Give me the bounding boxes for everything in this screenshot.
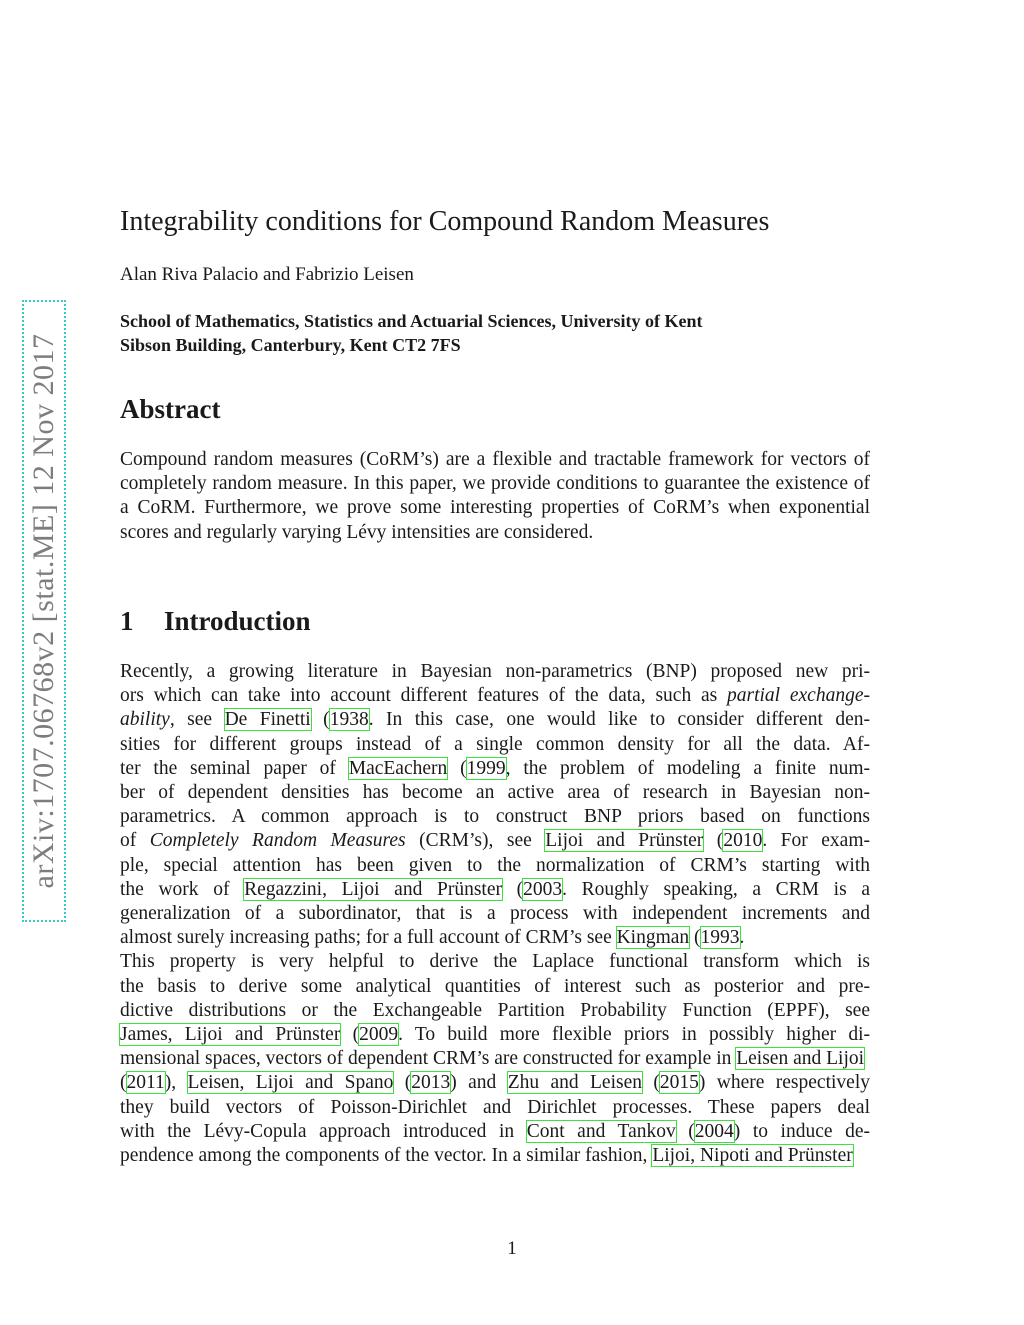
text-run: Recently, a growing literature in Bayesian non-parametrics (BNP) proposed new pri- — [120, 661, 870, 682]
citation-link[interactable]: Zhu and Leisen — [507, 1072, 642, 1094]
citation-link[interactable]: Lijoi and Prünster — [545, 830, 704, 852]
intro-line — [120, 999, 870, 1023]
citation-year-link[interactable]: 2011 — [126, 1072, 165, 1094]
text-run: pendence among the components of the vector. In a similar fashion, — [120, 1145, 653, 1167]
intro-line — [120, 660, 870, 684]
paper-authors: Alan Riva Palacio and Fabrizio Leisen — [120, 264, 414, 285]
text-run: ple, special attention has been given to the normalization of CRM’s starting with — [120, 854, 870, 876]
citation-year-link[interactable]: 2009 — [359, 1024, 399, 1046]
intro-line: almost surely increasing paths; for a full account of CRM’s see Kingman (1993. — [120, 927, 745, 949]
citation-year-link[interactable]: 2015 — [659, 1072, 699, 1094]
text-run: ber of dependent densities has become an active area of research in Bayesian non- — [120, 782, 870, 804]
paper-title: Integrability conditions for Compound Random Measures — [120, 206, 770, 237]
citation-link[interactable]: MacEachern — [348, 757, 448, 779]
citation-link[interactable]: De Finetti — [224, 709, 311, 731]
text-run: parametrics. A common approach is to construct BNP priors based on functions — [120, 806, 870, 828]
text-run: mensional spaces, vectors of dependent CRM’s are constructed for example in — [120, 1048, 737, 1070]
citation-link[interactable]: Cont and Tankov — [526, 1120, 676, 1142]
citation-year-link[interactable]: 1993 — [700, 927, 740, 949]
text-run: ) to induce de- — [733, 1120, 870, 1142]
citation-year-link[interactable]: 2004 — [694, 1120, 734, 1142]
text-run: the work of — [120, 878, 245, 900]
text-run: ter the seminal paper of — [120, 757, 349, 779]
text-run: ) where respectively — [698, 1072, 870, 1094]
intro-line — [120, 902, 870, 926]
intro-line: (2011), Leisen, Lijoi and Spano (2013) and Zhu and Leisen (2015) where respectively — [120, 1072, 870, 1094]
text-run: . — [739, 927, 745, 949]
intro-body — [120, 660, 950, 1168]
intro-line — [120, 1047, 950, 1071]
italic-text: ability — [120, 709, 170, 731]
intro-line — [120, 1096, 870, 1120]
citation-link[interactable]: Leisen, Lijoi and Spano — [187, 1072, 394, 1094]
intro-line — [120, 1144, 950, 1168]
citation-link[interactable]: Leisen and Lijoi — [736, 1048, 865, 1070]
citation-year-link[interactable]: 2010 — [723, 830, 763, 852]
text-run: . In this case, one would like to consider different den- — [368, 709, 870, 731]
text-run: the basis to derive some analytical quantities of interest such as posterior and pre- — [120, 975, 870, 997]
intro-line: with the Lévy-Copula approach introduced in Cont and Tankov (2004) to induce de- — [120, 1120, 870, 1142]
text-run: . For exam- — [762, 830, 870, 852]
citation-year-link[interactable]: 1938 — [329, 709, 369, 731]
intro-line: the work of Regazzini, Lijoi and Prünster (2003. Roughly speaking, a CRM is a — [120, 878, 870, 900]
intro-line: James, Lijoi and Prünster (2009. To build more flexible priors in possibly higher di- — [120, 1024, 871, 1046]
text-run: This property is very helpful to derive the Laplace functional transform which is — [120, 951, 870, 973]
text-run: they build vectors of Poisson-Dirichlet and Dirichlet processes. These papers deal — [120, 1096, 870, 1118]
italic-text: partial exchange- — [727, 685, 870, 707]
intro-line — [120, 854, 870, 878]
citation-year-link[interactable]: 1999 — [466, 757, 506, 779]
citation-link[interactable]: Regazzini, Lijoi and Prünster — [244, 878, 502, 900]
section-title: Introduction — [164, 606, 311, 636]
arxiv-stamp — [22, 300, 66, 922]
citation-year-link[interactable]: 2013 — [411, 1072, 451, 1094]
intro-line — [120, 805, 870, 829]
text-run: ), — [164, 1072, 188, 1094]
text-run: , the problem of modeling a finite num- — [505, 757, 870, 779]
intro-heading — [120, 606, 311, 637]
text-run: generalization of a subordinator, that is a process with independent increments and — [120, 903, 870, 925]
intro-line — [120, 733, 870, 757]
intro-line: ter the seminal paper of MacEachern (1999, the problem of modeling a finite num- — [120, 757, 870, 779]
affiliation — [120, 309, 702, 357]
text-run: dictive distributions or the Exchangeable Partition Probability Function (EPPF), see — [120, 999, 870, 1021]
text-run: (CRM’s), see — [405, 830, 546, 852]
italic-text: Completely Random Measures — [149, 830, 406, 852]
citation-year-link[interactable]: 2003 — [523, 878, 563, 900]
intro-line: of Completely Random Measures (CRM’s), see Lijoi and Prünster (2010. For exam- — [120, 830, 870, 852]
affiliation-line-1: School of Mathematics, Statistics and Actuarial Sciences, University of Kent — [120, 311, 703, 331]
text-run: almost surely increasing paths; for a full account of CRM’s see — [120, 927, 617, 949]
intro-line — [120, 950, 870, 974]
text-run: ors which can take into account different features of the data, such as — [120, 685, 727, 707]
text-run: sities for different groups instead of a single common density for all the data. Af- — [120, 733, 870, 755]
citation-link[interactable]: James, Lijoi and Prünster — [120, 1024, 341, 1046]
abstract-text: Compound random measures (CoRM’s) are a flexible and tractable framework for vectors of completely random measure. In this paper, we provide conditions to guarantee the existence of a CoRM. Furthermore, we prove some interesting properties of CoRM’s when exponential scores and regularly varying Lévy intensities are considered. — [120, 449, 870, 543]
intro-line — [120, 781, 870, 805]
affiliation-line-2: Sibson Building, Canterbury, Kent CT2 7FS — [120, 335, 461, 355]
section-number: 1 — [120, 606, 134, 636]
text-run: . Roughly speaking, a CRM is a — [562, 878, 870, 900]
intro-line — [120, 684, 870, 708]
text-run: with the Lévy-Copula approach introduced in — [120, 1120, 527, 1142]
intro-line: ability, see De Finetti (1938. In this case, one would like to consider different den- — [120, 709, 870, 731]
arxiv-stamp-text: arXiv:1707.06768v2 [stat.ME] 12 Nov 2017 — [27, 333, 60, 889]
abstract-heading: Abstract — [120, 394, 221, 424]
intro-line — [120, 975, 870, 999]
text-run: , see — [169, 709, 225, 731]
page-number: 1 — [507, 1238, 517, 1259]
citation-link[interactable]: Kingman — [616, 927, 690, 949]
text-run: . To build more flexible priors in possibly higher di- — [398, 1024, 871, 1046]
text-run: ) and — [450, 1072, 508, 1094]
text-run: of — [120, 830, 150, 852]
citation-link[interactable]: Lijoi, Nipoti and Prünster — [652, 1145, 853, 1167]
